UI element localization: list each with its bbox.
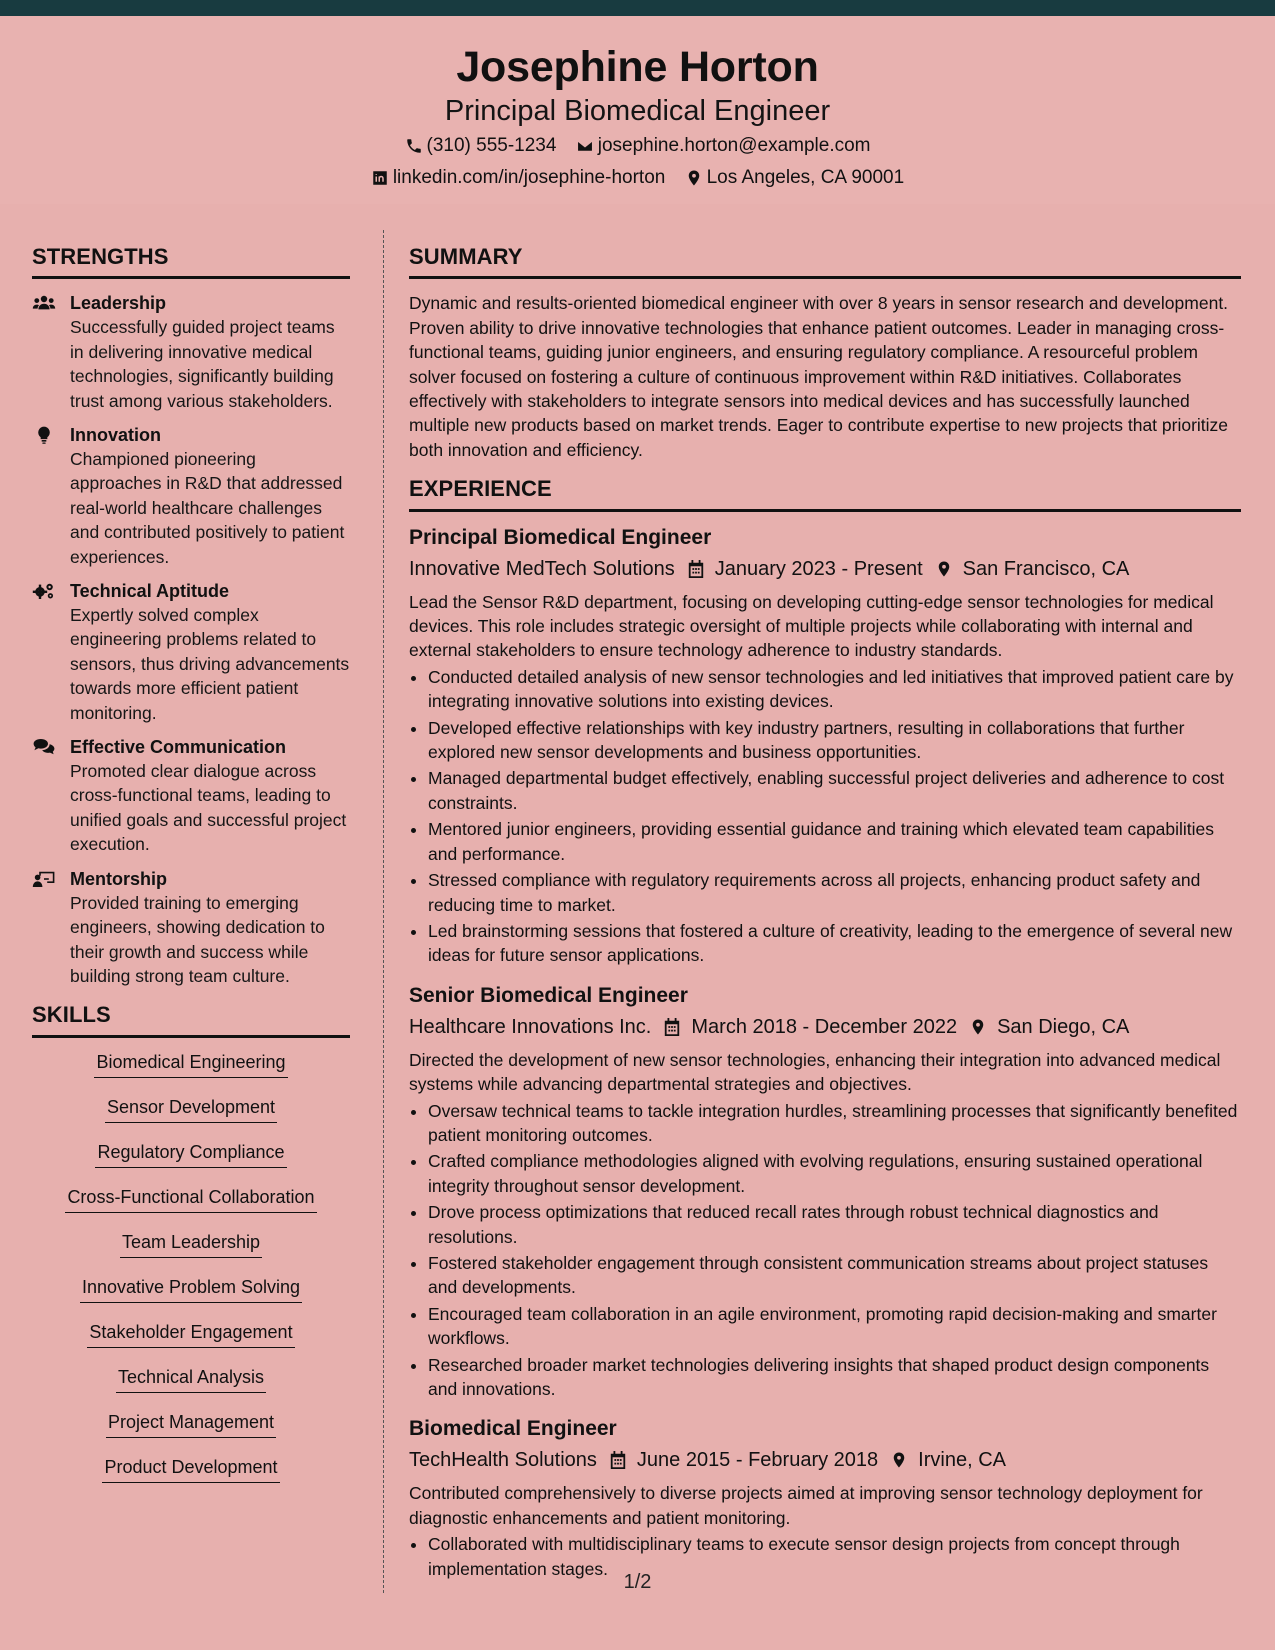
bullet-item: • Drove process optimizations that reduced recall rates through robust technical diagnostics and resolutions. [428, 1200, 1241, 1249]
location-text: Los Angeles, CA 90001 [706, 167, 905, 188]
summary-text: Dynamic and results-oriented biomedical engineer with over 8 years in sensor research and development. Proven ability to drive innovative technologies that enhance patient outcomes. Leader in managing cross-functional teams, guiding junior engineers, and ensuring regulatory compliance. A resourceful problem solver focused on fostering a culture of continuous improvement within R&D initiatives. Collaborates effectively with stakeholders to integrate sensors into medical devices and has successfully launched multiple new products based on market trends. Eager to contribute expertise to new projects that prioritize both innovation and efficiency. [409, 293, 1229, 460]
gears-icon [32, 581, 56, 601]
candidate-name: Josephine Horton [456, 43, 819, 91]
experience-heading: EXPERIENCE [409, 476, 1241, 511]
job-entry [409, 524, 1241, 968]
strength-desc: Championed pioneering approaches in R&D that addressed real-world healthcare challenges and contributed positively to patient experiences. [70, 449, 345, 567]
strength-item [32, 291, 350, 413]
skill-item: Cross-Functional Collaboration [65, 1185, 316, 1213]
map-marker-icon [685, 169, 703, 187]
left-column [32, 244, 350, 1500]
company-name: Healthcare Innovations Inc. [409, 1015, 652, 1038]
dates-text: January 2023 - Present [714, 557, 923, 580]
skill-item: Regulatory Compliance [95, 1140, 286, 1168]
job-company [409, 1445, 597, 1475]
bullet-item: • Led brainstorming sessions that fostered a culture of creativity, leading to the emergence of several new ideas for future sensor applications. [428, 919, 1241, 968]
job-title: Principal Biomedical Engineer [409, 525, 712, 549]
summary-heading: SUMMARY [409, 244, 1241, 279]
strength-item [32, 867, 350, 989]
right-column [409, 244, 1241, 1595]
job-title: Senior Biomedical Engineer [409, 983, 688, 1007]
envelope-icon [576, 137, 594, 155]
skills-list [32, 1050, 350, 1500]
strength-item [32, 423, 350, 569]
strength-title: Effective Communication [70, 737, 287, 758]
strength-item [32, 579, 350, 725]
job-meta [409, 1012, 1241, 1042]
candidate-title: Principal Biomedical Engineer [444, 95, 831, 127]
strength-title: Mentorship [70, 868, 167, 889]
bullet-item: • Conducted detailed analysis of new sensor technologies and led initiatives that improved patient care by integrating innovative solutions into existing devices. [428, 665, 1241, 714]
skill-item: Innovative Problem Solving [80, 1275, 302, 1303]
strength-desc: Provided training to emerging engineers, showing dedication to their growth and success while building strong team culture. [70, 892, 325, 986]
skill-item: Product Development [102, 1455, 279, 1483]
strength-title: Innovation [70, 425, 161, 446]
linkedin-icon [371, 169, 389, 187]
phone-text: (310) 555-1234 [426, 135, 557, 156]
contact-row-1 [0, 134, 1275, 162]
bullet-item: • Fostered stakeholder engagement through consistent communication streams about project statuses and developments. [428, 1251, 1241, 1300]
resume-header [0, 16, 1275, 204]
location-contact [685, 166, 905, 190]
company-name: Innovative MedTech Solutions [409, 557, 675, 580]
bullet-item: • Developed effective relationships with key industry partners, resulting in collaborations that further explored new sensor developments and business opportunities. [428, 716, 1241, 765]
chalkboard-user-icon [32, 869, 56, 889]
users-icon [32, 293, 56, 313]
bullet-item: • Mentored junior engineers, providing essential guidance and training which elevated team capabilities and performance. [428, 817, 1241, 866]
job-bullets [409, 665, 1241, 968]
phone-icon [405, 137, 423, 155]
bullet-item: • Managed departmental budget effectively, enabling successful project deliveries and adherence to cost constraints. [428, 766, 1241, 815]
job-entry [409, 1415, 1241, 1581]
job-description: Lead the Sensor R&D department, focusing on developing cutting-edge sensor technologies for medical devices. This role includes strategic oversight of multiple projects while collaborating with internal and external stakeholders to ensure technology adherence to industry standards. [409, 591, 1214, 661]
map-marker-icon [969, 1017, 987, 1037]
bullet-item: • Encouraged team collaboration in an agile environment, promoting rapid decision-making and smarter workflows. [428, 1302, 1241, 1351]
job-dates [609, 1445, 878, 1475]
map-marker-icon [890, 1450, 908, 1470]
bullet-item: • Crafted compliance methodologies aligned with evolving regulations, ensuring sustained operational integrity throughout sensor development. [428, 1149, 1241, 1198]
dates-text: March 2018 - December 2022 [691, 1015, 958, 1038]
skill-item: Technical Analysis [116, 1365, 266, 1393]
page-number: 1/2 [623, 1571, 652, 1593]
dates-text: June 2015 - February 2018 [636, 1449, 879, 1472]
job-company [409, 1012, 651, 1042]
skill-item: Project Management [106, 1410, 276, 1438]
job-title: Biomedical Engineer [409, 1417, 617, 1441]
location-text: San Francisco, CA [962, 557, 1130, 580]
lightbulb-icon [32, 425, 56, 445]
company-name: TechHealth Solutions [409, 1449, 597, 1472]
job-meta [409, 554, 1241, 584]
bullet-item: • Oversaw technical teams to tackle integration hurdles, streamlining processes that significantly benefited patient monitoring outcomes. [428, 1099, 1241, 1148]
skill-item: Sensor Development [105, 1095, 277, 1123]
column-divider [383, 230, 384, 1593]
calendar-icon [609, 1450, 627, 1470]
skills-heading: SKILLS [32, 1002, 350, 1037]
bullet-item: • Researched broader market technologies delivering insights that shaped product design components and innovations. [428, 1353, 1241, 1402]
strength-desc: Expertly solved complex engineering problems related to sensors, thus driving advancements towards more efficient patient monitoring. [70, 605, 350, 723]
job-dates [687, 554, 923, 584]
job-description: Directed the development of new sensor technologies, enhancing their integration into advanced medical systems while advancing departmental strategies and objectives. [409, 1049, 1221, 1095]
linkedin-text: linkedin.com/in/josephine-horton [392, 167, 666, 188]
strengths-heading: STRENGTHS [32, 244, 350, 279]
bullet-item: • Collaborated with multidisciplinary teams to execute sensor design projects from concept through implementation stages. [428, 1532, 1241, 1581]
skill-item: Stakeholder Engagement [87, 1320, 294, 1348]
job-entry [409, 982, 1241, 1402]
skill-item: Team Leadership [120, 1230, 262, 1258]
bullet-item: • Stressed compliance with regulatory requirements across all projects, enhancing product safety and reducing time to market. [428, 868, 1241, 917]
contact-row-2 [0, 166, 1275, 194]
job-meta [409, 1445, 1241, 1475]
map-marker-icon [935, 559, 953, 579]
strength-desc: Promoted clear dialogue across cross-functional teams, leading to unified goals and successful project execution. [70, 761, 347, 855]
phone-contact[interactable] [405, 134, 557, 158]
job-bullets [409, 1099, 1241, 1402]
strength-item [32, 735, 350, 857]
comments-icon [32, 737, 56, 757]
job-dates [663, 1012, 957, 1042]
email-text: josephine.horton@example.com [597, 135, 871, 156]
skill-item: Biomedical Engineering [94, 1050, 287, 1078]
linkedin-contact[interactable] [371, 166, 666, 190]
strength-title: Leadership [70, 293, 167, 314]
location-text: Irvine, CA [918, 1449, 1006, 1472]
job-description: Contributed comprehensively to diverse projects aimed at improving sensor technology deployment for diagnostic enhancements and patient monitoring. [409, 1483, 1203, 1528]
location-text: San Diego, CA [997, 1015, 1130, 1038]
calendar-icon [687, 559, 705, 579]
calendar-icon [663, 1017, 681, 1037]
strength-title: Technical Aptitude [70, 581, 230, 602]
strength-desc: Successfully guided project teams in delivering innovative medical technologies, significantly building trust among various stakeholders. [70, 317, 335, 411]
email-contact[interactable] [576, 134, 871, 158]
job-company [409, 554, 675, 584]
job-location [890, 1445, 1006, 1475]
job-location [969, 1012, 1129, 1042]
job-location [935, 554, 1130, 584]
top-color-band [0, 0, 1275, 16]
